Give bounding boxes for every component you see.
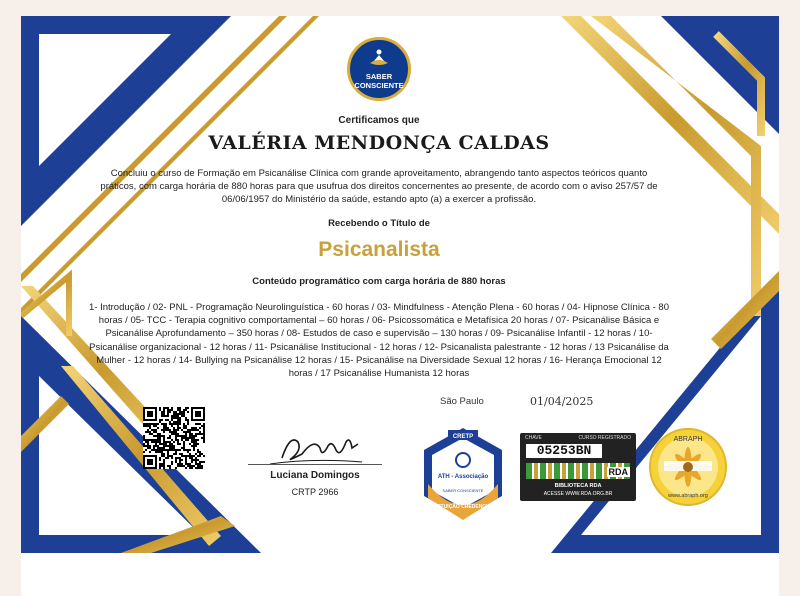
logo-line2: CONSCIENTE [354,81,404,90]
cretp-top: CRETP [452,434,474,440]
rda-brand: RDA [608,467,628,477]
lotus-meditation-icon [368,48,390,68]
cretp-org: ATH - Associação [437,474,489,480]
page-bottom [21,553,779,596]
signature-line [248,464,382,465]
cretp-badge [420,426,506,522]
cretp-ring: INSTITUIÇÃO CREDENCIADA [427,504,499,510]
signer-name: Luciana Domingos [270,470,360,481]
program-content: 1- Introdução / 02- PNL - Programação Neurolinguística - 60 horas / 03- Mindfulness - Atenção Plena - 60 horas / 04- Hipnose Clínica - 80 horas / 05- TCC - Terapia cognitivo comportamental – 60 horas / 06- Psicossomática e Metafísica 20 horas / 07- Psicanálise Básica e Psicanálise Aprofundamento – 350 horas / 08- Estudos de caso e supervisão – 130 horas / 09- Psicanálise Infantil - 12 horas / 10- Psicanálise organizacional - 12 horas / 11- Psicanálise Institucional - 12 horas / 12- Psicanalista palestrante - 12 horas / 13 Psicanálise da Mulher - 12 horas / 14- Bullying na Psicanálise 12 horas / 15- Psicanálise na Diversidade Sexual 12 horas / 16- Herança Emocional 12 horas / 17 Psicanálise Humanista 12 horas [89,302,669,380]
logo-line1: SABER [365,72,393,81]
certificamos-label: Certificamos que [338,115,420,126]
rda-registro-label: CURSO REGISTRADO [578,435,631,441]
abraph-seal [648,427,728,507]
rda-site: ACESSE WWW.RDA.ORG.BR [543,491,613,497]
abraph-site: www.abraph.org [668,493,708,499]
saber-consciente-logo [347,37,411,101]
qr-code[interactable] [143,407,205,469]
recipient-name: VALÉRIA MENDONÇA CALDAS [208,132,550,154]
rda-code: 05253BN [526,444,602,458]
city: São Paulo [440,396,484,407]
rda-library: BIBLIOTECA RDA [554,483,602,489]
description-text: Concluiu o curso de Formação em Psicanálise Clínica com grande aproveitamento, abrangendo tanto aspectos teóricos quanto práticos, com carga horária de 880 horas para que usufrua dos direitos concernentes ao presente, de acordo com o aviso 257/57 de 06/06/1957 do Ministério da saúde, estando apto (a) a exercer a profissão. [100,168,658,205]
certificate-title: Psicanalista [318,238,440,261]
rda-chave-label: CHAVE [525,435,542,441]
cretp-sub: SABER CONSCIENTE [442,488,484,493]
rda-registration-badge [520,433,636,501]
issue-date: 01/04/2025 [530,395,594,408]
signature-image [262,428,374,468]
signer-crtp: CRTP 2966 [291,487,339,497]
conteudo-heading: Conteúdo programático com carga horária de 880 horas [252,276,506,287]
abraph-name: ABRAPH [673,436,703,443]
recebendo-label: Recebendo o Título de [328,218,430,229]
